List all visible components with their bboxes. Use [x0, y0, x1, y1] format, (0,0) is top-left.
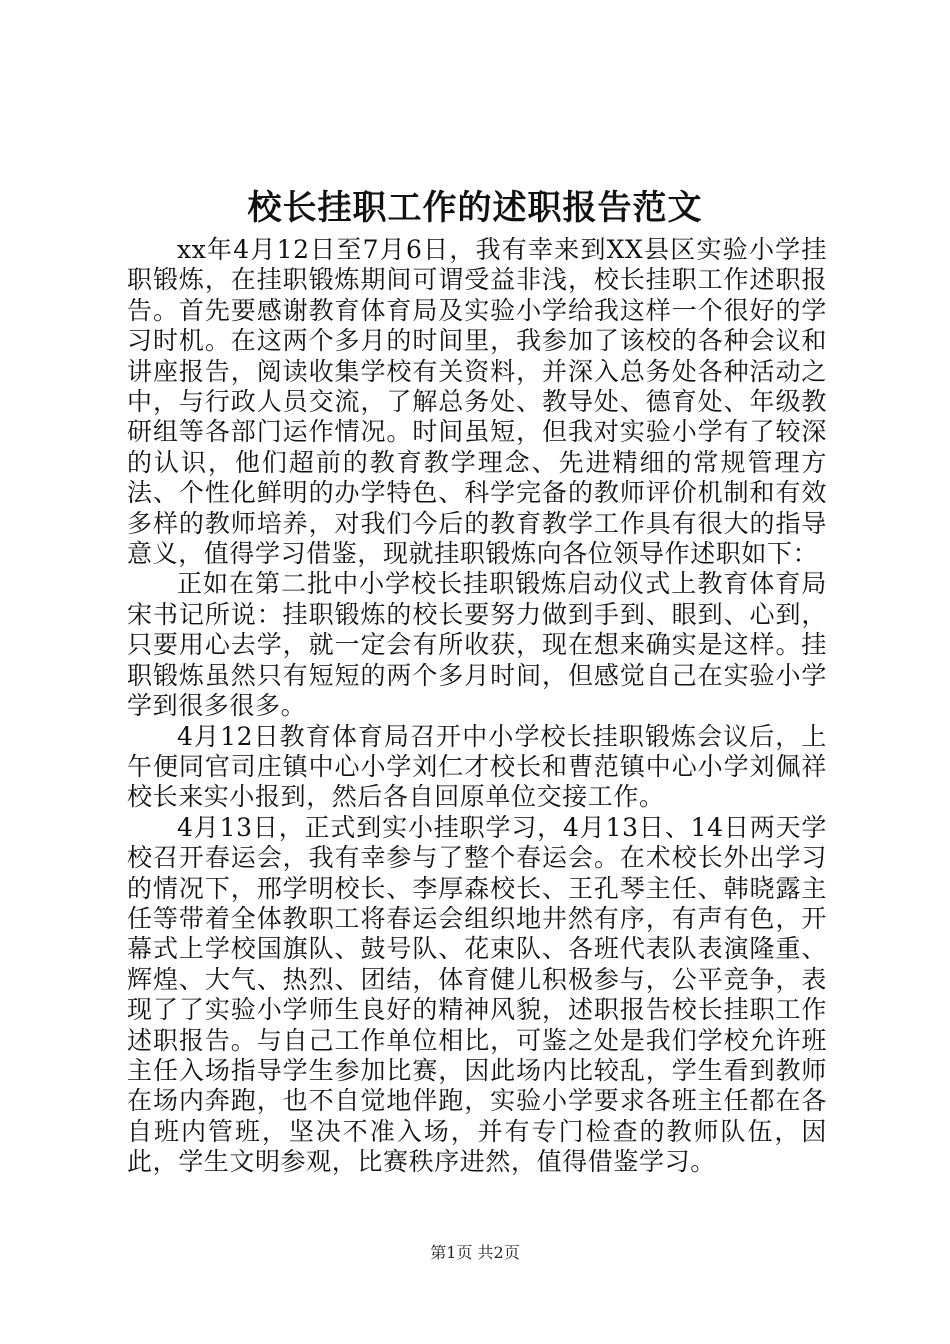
page-number: 第1页 共2页	[430, 1243, 520, 1262]
page-footer	[0, 1241, 950, 1265]
paragraph-3: 4月12日教育体育局召开中小学校长挂职锻炼会议后，上午便同官司庄镇中心小学刘仁才校长和曹范镇中心小学刘佩祥校长来实小报到，然后各自回原单位交接工作。	[127, 721, 827, 812]
document-body	[127, 235, 827, 1178]
paragraph-2: 正如在第二批中小学校长挂职锻炼启动仪式上教育体育局宋书记所说：挂职锻炼的校长要努力做到手到、眼到、心到，只要用心去学，就一定会有所收获，现在想来确实是这样。挂职锻炼虽然只有短短的两个多月时间，但感觉自己在实验小学学到很多很多。	[127, 569, 827, 721]
document-title: 校长挂职工作的述职报告范文	[247, 188, 703, 228]
paragraph-1: xx年4月12日至7月6日，我有幸来到XX县区实验小学挂职锻炼，在挂职锻炼期间可谓受益非浅，校长挂职工作述职报告。首先要感谢教育体育局及实验小学给我这样一个很好的学习时机。在这两个多月的时间里，我参加了该校的各种会议和讲座报告，阅读收集学校有关资料，并深入总务处各种活动之中，与行政人员交流，了解总务处、教导处、德育处、年级教研组等各部门运作情况。时间虽短，但我对实验小学有了较深的认识，他们超前的教育教学理念、先进精细的常规管理方法、个性化鲜明的办学特色、科学完备的教师评价机制和有效多样的教师培养，对我们今后的教育教学工作具有很大的指导意义，值得学习借鉴，现就挂职锻炼向各位领导作述职如下：	[127, 235, 827, 569]
paragraph-4: 4月13日，正式到实小挂职学习，4月13日、14日两天学校召开春运会，我有幸参与了整个春运会。在术校长外出学习的情况下，邢学明校长、李厚森校长、王孔琴主任、韩晓露主任等带着全体教职工将春运会组织地井然有序，有声有色，开幕式上学校国旗队、鼓号队、花束队、各班代表队表演隆重、辉煌、大气、热烈、团结，体育健儿积极参与，公平竞争，表现了了实验小学师生良好的精神风貌，述职报告校长挂职工作述职报告。与自己工作单位相比，可鉴之处是我们学校允许班主任入场指导学生参加比赛，因此场内比较乱，学生看到教师在场内奔跑，也不自觉地伴跑，实验小学要求各班主任都在各自班内管班，坚决不准入场，并有专门检查的教师队伍，因此，学生文明参观，比赛秩序进然，值得借鉴学习。	[127, 812, 827, 1177]
